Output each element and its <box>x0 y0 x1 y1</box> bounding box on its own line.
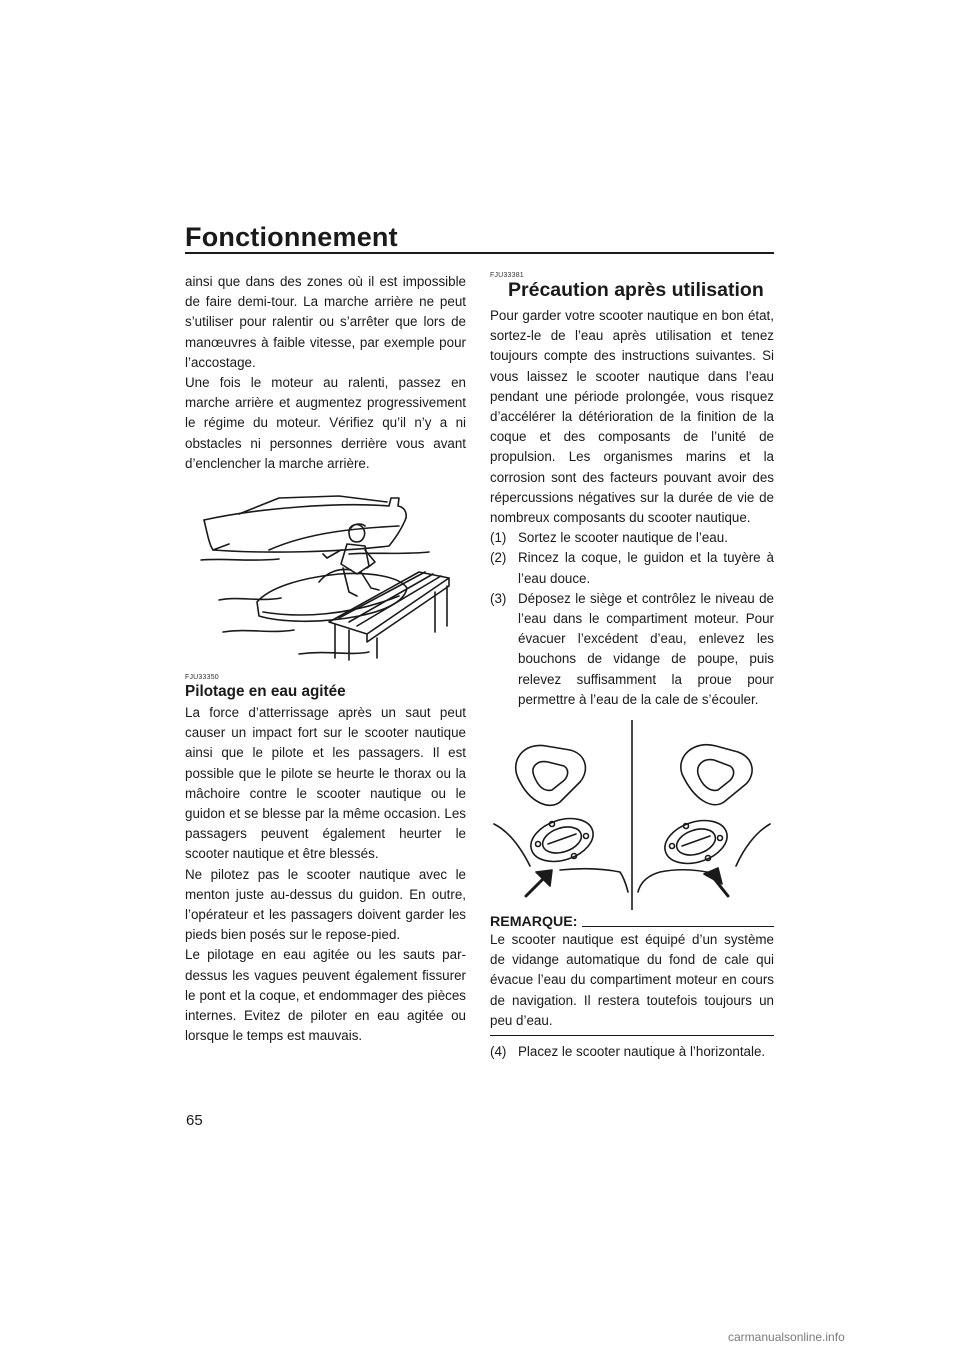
section-heading: Pilotage en eau agitée <box>185 683 346 701</box>
remark-end-rule <box>490 1035 774 1036</box>
section-heading: Précaution après utilisation <box>508 279 764 301</box>
page-title: Fonctionnement <box>185 222 398 252</box>
paragraph: La force d’atterrissage après un saut peut causer un impact fort sur le scooter nautique ainsi que le pilote et les passagers. Il est possible que le pilote se heurte le thorax ou la mâchoire contre le scooter nautique ou le guidon et se blesse par la même occasion. Les passagers peuvent également heurter le scooter nautique et être blessés. <box>185 705 466 862</box>
list-number: (1) <box>490 530 507 546</box>
list-item <box>490 528 774 548</box>
list-text: Rincez la coque, le guidon et la tuyère à l’eau douce. <box>518 550 774 586</box>
remark-header <box>490 914 774 930</box>
paragraph: Une fois le moteur au ralenti, passez en marche arrière et augmentez progressivement le régime du moteur. Vérifiez qu’il n’y a ni obstacles ni personnes derrière vous avant d’enclencher la marche arrière. <box>185 375 466 471</box>
right-column <box>490 272 774 1062</box>
header-rule <box>185 252 774 254</box>
remark-rule <box>582 926 775 927</box>
remark-label: REMARQUE: <box>490 914 578 931</box>
paragraph: Ne pilotez pas le scooter nautique avec le menton juste au-dessus du guidon. En outre, l’opérateur et les passagers doivent garder les pieds bien posés sur le repose-pied. <box>185 866 466 943</box>
page-number: 65 <box>186 1112 203 1129</box>
drain-plugs-illustration <box>490 720 774 910</box>
remark-text: Le scooter nautique est équipé d’un système de vidange automatique du fond de cale qui évacue l’eau du compartiment moteur en cours de navigation. Il restera toutefois toujours un peu d’eau. <box>490 932 774 1028</box>
left-column <box>185 272 466 1046</box>
list-text: Placez le scooter nautique à l’horizontale. <box>518 1044 766 1060</box>
list-number: (4) <box>490 1044 507 1060</box>
paragraph: Pour garder votre scooter nautique en bon état, sortez-le de l’eau après utilisation et tenez toujours compte des instructions suivantes. Si vous laissez le scooter nautique dans l’eau pendant une période prolongée, vous risquez d’accélérer la détérioration de la finition de la coque et des composants de l’unité de propulsion. Les organismes marins et la corrosion sont des facteurs pouvant avoir des répercussions négatives sur la durée de vie de nombreux composants du scooter nautique. <box>490 308 774 526</box>
boat-reversing-illustration <box>199 492 466 662</box>
list-text: Déposez le siège et contrôlez le niveau de l’eau dans le compartiment moteur. Pour évacuer l’excédent d’eau, enlevez les bouchons de vidange de poupe, puis relevez suffisamment la proue pour permettre à l’eau de la cale de s’écouler. <box>518 590 774 707</box>
list-number: (2) <box>490 550 507 566</box>
list-item <box>490 1042 774 1062</box>
paragraph: ainsi que dans des zones où il est impossible de faire demi-tour. La marche arrière ne peut s’utiliser pour ralentir ou s’arrêter que lors de manœuvres à faible vitesse, par exemple pour l’accostage. <box>185 274 466 370</box>
list-number: (3) <box>490 590 507 606</box>
watermark: carmanualsonline.info <box>728 1330 845 1344</box>
paragraph: Le pilotage en eau agitée ou les sauts par-dessus les vagues peuvent également fissurer le pont et la coque, et endommager des pièces internes. Evitez de piloter en eau agitée ou lorsque le temps est mauvais. <box>185 947 466 1044</box>
section-code: FJU33350 <box>185 674 219 682</box>
list-item <box>490 548 774 588</box>
list-text: Sortez le scooter nautique de l’eau. <box>518 530 728 546</box>
list-item <box>490 589 774 710</box>
section-code: FJU33381 <box>490 272 524 279</box>
